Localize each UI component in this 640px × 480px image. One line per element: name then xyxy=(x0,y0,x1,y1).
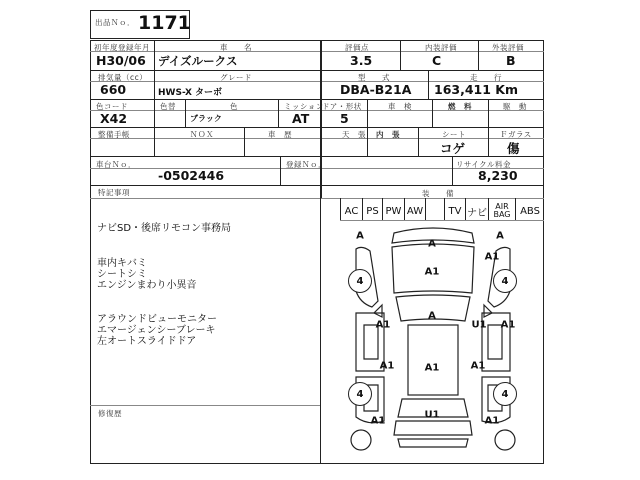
repair-history-label: 修復歴 xyxy=(98,409,122,418)
score-value: 3.5 xyxy=(350,53,373,68)
note-line: エマージェンシーブレーキ xyxy=(97,325,216,336)
car-name-label: 車 名 xyxy=(220,43,252,52)
equip-airbag: AIR BAG xyxy=(493,202,511,219)
inspection-label: 車 検 xyxy=(388,102,412,111)
col-divider xyxy=(432,99,433,127)
row-divider xyxy=(90,198,544,199)
damage-mark: A xyxy=(496,230,504,242)
score-label: 評価点 xyxy=(345,43,369,52)
note-line: アラウンドビューモニター xyxy=(97,314,217,325)
recycle-label: リサイクル料金 xyxy=(456,160,511,169)
equipment-label: 装 備 xyxy=(422,189,454,198)
damage-mark: A1 xyxy=(470,360,486,372)
seat-label: シート xyxy=(442,130,466,139)
equip-ac: AC xyxy=(344,205,359,217)
history-label: 車 歴 xyxy=(268,130,292,139)
row-divider xyxy=(90,99,544,100)
notes-divider xyxy=(90,405,320,406)
recycle-value: 8,230 xyxy=(478,168,518,183)
damage-mark: A1 xyxy=(424,266,440,278)
model-value: DBA-B21A xyxy=(340,82,412,97)
col-divider xyxy=(320,185,321,464)
mission-value: AT xyxy=(292,111,310,126)
interior-trim-label: 内 張 xyxy=(376,130,400,139)
tire-front-right: 4 xyxy=(493,269,517,293)
row-divider xyxy=(90,70,544,71)
nox-label: ＮＯＸ xyxy=(190,130,214,139)
model-label: 型 式 xyxy=(358,73,390,82)
mileage-value: 163,411 Km xyxy=(434,82,518,97)
damage-mark: A1 xyxy=(424,362,440,374)
col-divider xyxy=(400,40,401,70)
col-divider xyxy=(320,40,322,198)
reg-date-label: 初年度登録年月 xyxy=(94,43,150,52)
row-divider xyxy=(90,127,544,128)
damage-mark: A xyxy=(356,230,364,242)
reg-date-value: H30/06 xyxy=(96,53,146,68)
glass-value: 傷 xyxy=(507,141,520,156)
row-divider xyxy=(90,156,544,157)
damage-mark: A xyxy=(428,310,436,322)
interior-score-label: 内装評価 xyxy=(425,43,457,52)
equip-ps: PS xyxy=(366,205,379,217)
maint-book-label: 整備手帳 xyxy=(98,130,130,139)
col-divider xyxy=(185,99,186,127)
fuel-label: 燃 料 xyxy=(448,102,472,111)
color-value: ブラック xyxy=(190,114,222,123)
sunroof-label: 天 張 xyxy=(342,130,366,139)
lot-number-label: 出品Ｎｏ． xyxy=(95,18,135,27)
note-line: シートシミ xyxy=(97,269,147,280)
mileage-label: 走 行 xyxy=(470,73,502,82)
grade-label: グレード xyxy=(220,73,252,82)
note-line: 左オートスライドドア xyxy=(97,336,197,347)
row-divider xyxy=(90,138,544,139)
doors-label: ドア・形状 xyxy=(322,102,362,111)
tire-rear-right: 4 xyxy=(493,382,517,406)
note-line: 車内キバミ xyxy=(97,258,147,269)
col-divider xyxy=(154,127,155,156)
col-divider xyxy=(367,127,368,156)
col-divider xyxy=(154,70,155,99)
grade-value: HWS-X ターボ xyxy=(158,88,223,98)
equip-tv: TV xyxy=(448,205,462,217)
row-divider xyxy=(90,185,544,186)
drive-label: 駆 動 xyxy=(503,102,527,111)
damage-mark: A1 xyxy=(484,415,500,427)
note-line: ナビSD・後席リモコン事務局 xyxy=(97,223,232,234)
tire-front-left: 4 xyxy=(348,269,372,293)
row-divider xyxy=(90,51,544,52)
damage-mark: A1 xyxy=(375,319,391,331)
equip-col xyxy=(425,198,426,220)
damage-mark: U1 xyxy=(424,409,440,421)
displacement-value: 660 xyxy=(100,82,127,97)
color-label: 色 xyxy=(230,102,238,111)
tire-rear-left: 4 xyxy=(348,382,372,406)
equip-aw: AW xyxy=(406,205,424,217)
col-divider xyxy=(280,156,281,185)
note-line: エンジンまわり小異音 xyxy=(97,280,197,291)
equip-abs: ABS xyxy=(520,205,540,217)
exterior-score-label: 外装評価 xyxy=(492,43,524,52)
seat-value: コゲ xyxy=(440,141,466,156)
exterior-score-value: B xyxy=(506,53,516,68)
col-divider xyxy=(367,99,368,127)
col-divider xyxy=(488,99,489,127)
col-divider xyxy=(418,127,419,156)
col-divider xyxy=(478,40,479,70)
damage-mark: U1 xyxy=(471,319,487,331)
interior-score-value: C xyxy=(432,53,442,68)
notes-label: 特記事項 xyxy=(98,188,130,197)
col-divider xyxy=(154,40,155,70)
damage-mark: A xyxy=(428,238,436,250)
color-code-value: X42 xyxy=(100,111,128,126)
color-swap-label: 色替 xyxy=(160,102,176,111)
reg-number-label: 登録Ｎｏ． xyxy=(286,160,326,169)
equip-pw: PW xyxy=(385,205,402,217)
chassis-value: -0502446 xyxy=(158,168,225,183)
col-divider xyxy=(452,156,453,185)
doors-value: 5 xyxy=(340,111,349,126)
col-divider xyxy=(278,99,279,127)
col-divider xyxy=(488,127,489,156)
car-name-value: デイズルークス xyxy=(158,54,238,68)
damage-mark: A1 xyxy=(379,360,395,372)
displacement-label: 排気量（cc） xyxy=(98,73,148,82)
car-diagram xyxy=(322,221,544,464)
damage-mark: A1 xyxy=(370,415,386,427)
lot-number: 1171 xyxy=(138,12,191,34)
col-divider xyxy=(244,127,245,156)
chassis-label: 車台Ｎｏ． xyxy=(96,160,136,169)
mission-label: ミッション xyxy=(284,102,324,111)
color-code-label: 色コード xyxy=(96,102,128,111)
damage-mark: A1 xyxy=(484,251,500,263)
col-divider xyxy=(428,70,429,99)
col-divider xyxy=(154,99,155,127)
damage-mark: A1 xyxy=(500,319,516,331)
equip-navi: ナビ xyxy=(467,207,487,219)
glass-label: Ｆガラス xyxy=(500,130,532,139)
